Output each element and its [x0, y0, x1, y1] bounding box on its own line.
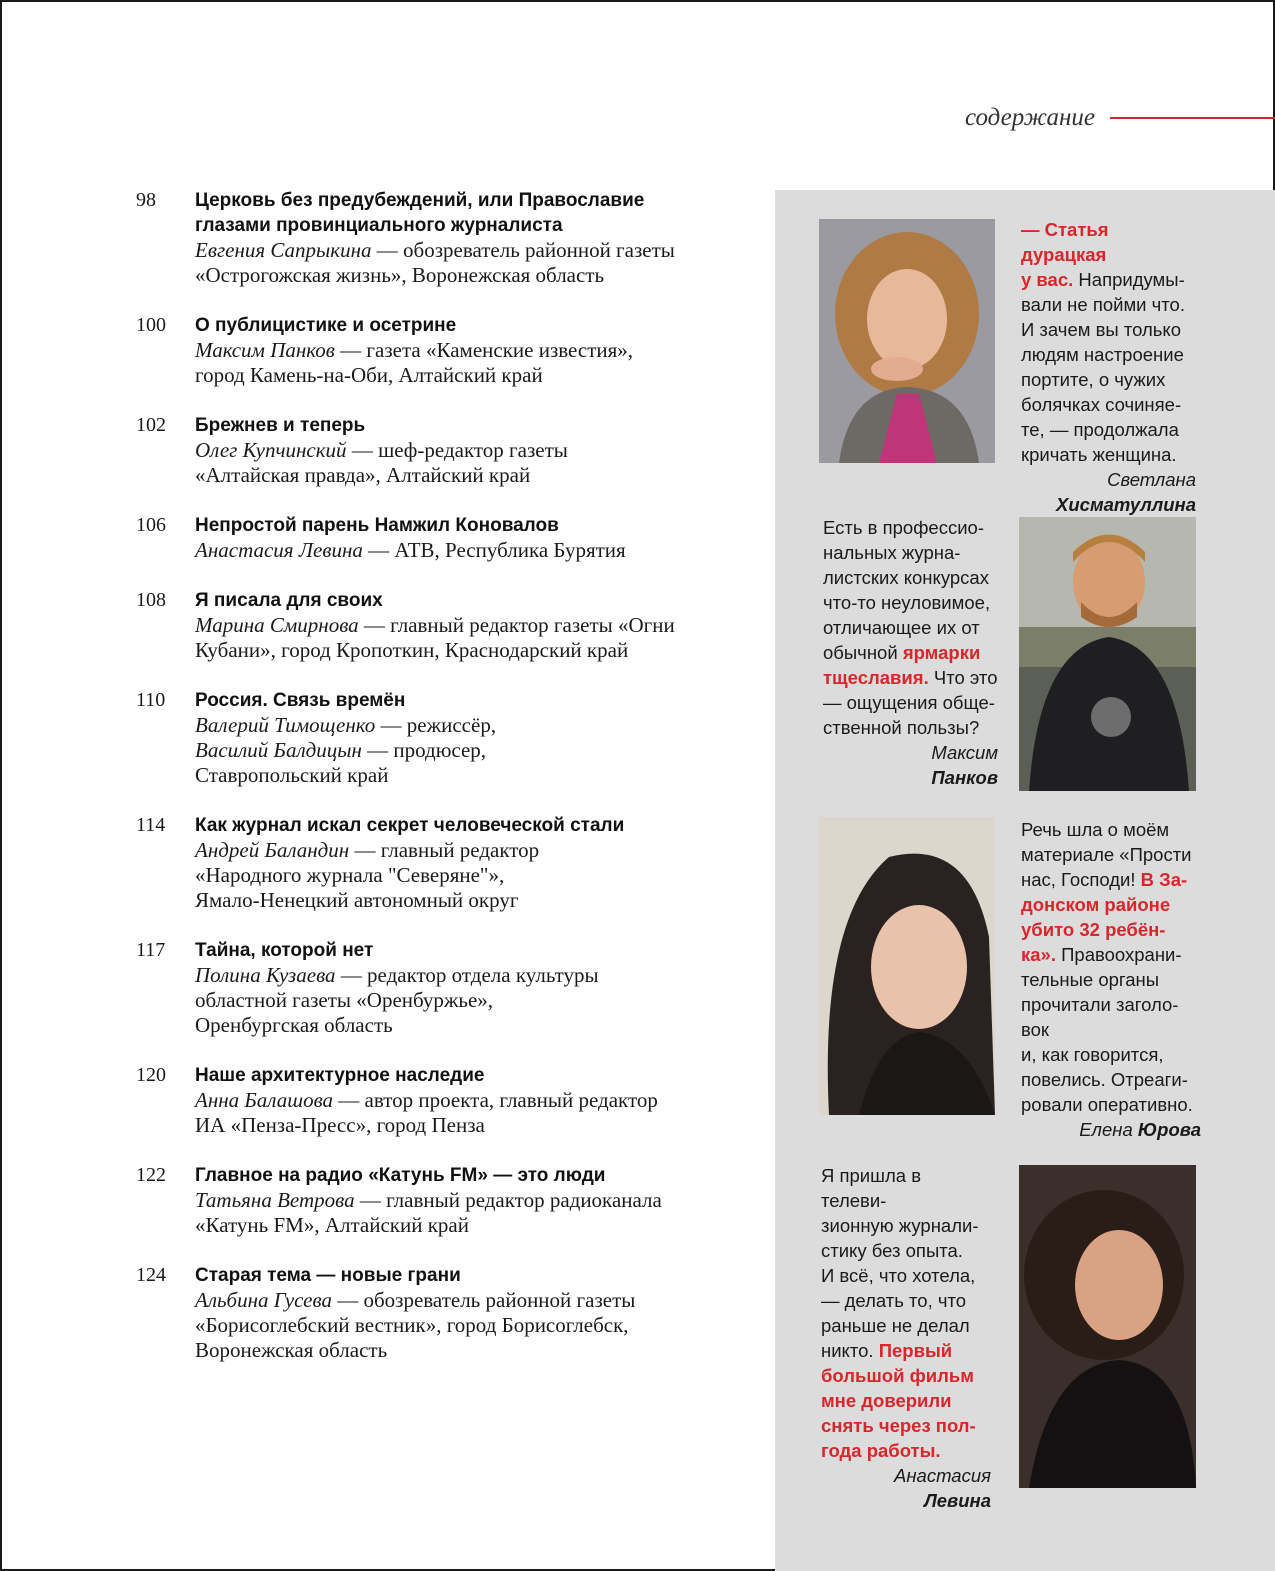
quote-text: тельные органы [1021, 969, 1160, 990]
toc-entry-title: Церковь без предубеждений, или Православие [195, 190, 645, 211]
quote-text: отличающее их от [823, 617, 980, 638]
quote-text: листских конкурсах [823, 567, 989, 588]
toc-entry-title: Наше архитектурное наследие [195, 1065, 485, 1086]
quote-line [821, 1363, 991, 1388]
quote-text: Что это [928, 667, 998, 688]
signature-first-name: Максим [931, 742, 998, 763]
toc-author: Анастасия Левина [195, 538, 363, 562]
quote-text: нальных журна- [823, 542, 961, 563]
signature-last-name: Панков [931, 767, 998, 788]
toc-entry-title: Тайна, которой нет [195, 940, 374, 961]
toc-entry-title: глазами провинциального журналиста [195, 215, 563, 236]
toc-entry [136, 1163, 756, 1238]
quote-line [1021, 1092, 1201, 1117]
quote-highlight: снять через пол- [821, 1415, 976, 1436]
quote-highlight: года работы. [821, 1440, 941, 1461]
quote-line [1021, 342, 1196, 367]
toc-author: Максим Панков [195, 338, 335, 362]
toc-entry [136, 188, 756, 288]
quote-highlight: донском районе [1021, 894, 1171, 915]
toc-author-role: — обозреватель районной газеты [371, 238, 675, 262]
toc-author-role: — автор проекта, главный редактор [333, 1088, 658, 1112]
quote-text: Напридумы- [1073, 269, 1185, 290]
toc-author: Евгения Сапрыкина [195, 238, 372, 262]
quote-line [823, 565, 998, 590]
quote-text: повелись. Отреаги- [1021, 1069, 1188, 1090]
toc-author-role: — редактор отдела культуры [335, 963, 599, 987]
toc-entry-title: Старая тема — новые грани [195, 1265, 461, 1286]
quote-text: людям настроение [1021, 344, 1184, 365]
quote-text: кричать женщина. [1021, 444, 1177, 465]
toc-page-number: 122 [136, 1164, 166, 1186]
quote-line [1021, 867, 1201, 892]
quote-line [823, 590, 998, 615]
quote-line [823, 640, 998, 665]
quote-line [823, 615, 998, 640]
quote-text: — делать то, что [821, 1290, 967, 1311]
toc-entry-description: «Катунь FM», Алтайский край [195, 1213, 469, 1237]
toc-entry [136, 813, 756, 913]
quote-highlight: ярмарки [902, 642, 981, 663]
toc-author-role: — обозреватель районной газеты [331, 1288, 636, 1312]
toc-author: Василий Балдицын [195, 738, 362, 762]
photo-woman-blonde [819, 219, 995, 463]
photo-woman-curly [1019, 1165, 1196, 1488]
quote-text: прочитали заголо- [1021, 994, 1179, 1015]
signature-last-name: Левина [924, 1490, 991, 1511]
toc-entry-description [195, 1288, 756, 1313]
toc-author-role: — АТВ, Республика Бурятия [362, 538, 626, 562]
quote-line [821, 1213, 991, 1238]
photo-woman-dark-hair [819, 817, 995, 1115]
toc-page-number: 117 [136, 939, 166, 961]
toc-author-role: — режиссёр, [375, 713, 497, 737]
toc-author: Марина Смирнова [195, 613, 359, 637]
quote-line [821, 1413, 991, 1438]
quote-highlight: у вас. [1021, 269, 1074, 290]
toc-entry-title: Я писала для своих [195, 590, 383, 611]
toc-page-number: 106 [136, 514, 166, 536]
quote-line [1021, 267, 1196, 292]
toc-entry-description: Воронежская область [195, 1338, 388, 1362]
quote-line [1021, 967, 1201, 992]
toc-author: Валерий Тимощенко [195, 713, 376, 737]
quote-text: портите, о чужих [1021, 369, 1166, 390]
toc-entry [136, 1263, 756, 1363]
section-label: содержание [965, 104, 1095, 131]
toc-author-role: — главный редактор газеты «Огни [358, 613, 675, 637]
quote-text: Правоохрани- [1055, 944, 1182, 965]
toc-entry [136, 588, 756, 663]
toc-page-number: 100 [136, 314, 166, 336]
photo-man-bearded [1019, 517, 1196, 791]
toc-page-number: 108 [136, 589, 166, 611]
toc-page-number: 124 [136, 1264, 166, 1286]
toc-entry-description: город Камень-на-Оби, Алтайский край [195, 363, 543, 387]
toc-entry [136, 688, 756, 788]
signature-first-name: Светлана [1107, 469, 1196, 490]
quote-text: вали не пойми что. [1021, 294, 1185, 315]
toc-page-number: 102 [136, 414, 166, 436]
quote-line [821, 1313, 991, 1338]
toc-entry-description [195, 438, 756, 463]
quote-line [821, 1288, 991, 1313]
quote-line [1021, 1017, 1201, 1042]
toc-entry-title: Как журнал искал секрет человеческой стали [195, 815, 625, 836]
toc-author-role: — шеф-редактор газеты [346, 438, 568, 462]
quote-line [1021, 442, 1196, 467]
quote-line [1021, 1042, 1201, 1067]
quote-text: Речь шла о моём [1021, 819, 1170, 840]
quote-khismatullina [1021, 217, 1196, 517]
quote-pankov [823, 515, 998, 790]
quote-text: обычной [823, 642, 903, 663]
toc-entry-description: Ставропольский край [195, 763, 389, 787]
toc-entry-description: Кубани», город Кропоткин, Краснодарский край [195, 638, 629, 662]
signature-last-name: Хисматуллина [1056, 494, 1196, 515]
signature-first-name: Елена [1079, 1119, 1133, 1140]
quote-text: материале «Прости [1021, 844, 1192, 865]
toc-page-number: 120 [136, 1064, 166, 1086]
toc-entry-title: Брежнев и теперь [195, 415, 366, 436]
quote-text: — ощущения обще- [823, 692, 995, 713]
toc-author-role: — главный редактор [349, 838, 540, 862]
toc-entry-description [195, 338, 756, 363]
quote-line [823, 515, 998, 540]
quote-line [1021, 892, 1201, 917]
toc-entry [136, 413, 756, 488]
toc-entry-description: «Борисоглебский вестник», город Борисоглебск, [195, 1313, 629, 1337]
quote-text: Я пришла в телеви- [821, 1165, 922, 1211]
quote-line [1021, 317, 1196, 342]
quote-text: что-то неуловимое, [823, 592, 991, 613]
toc-entry-description: «Алтайская правда», Алтайский край [195, 463, 531, 487]
toc-entry-description [195, 538, 756, 563]
quote-line [823, 665, 998, 690]
table-of-contents [136, 188, 756, 1388]
signature-first-name: Анастасия [894, 1465, 991, 1486]
quote-text: те, — продолжала [1021, 419, 1179, 440]
quote-line [1021, 1067, 1201, 1092]
quote-line [1021, 942, 1201, 967]
quote-yurova [1021, 817, 1201, 1142]
quote-signature [1021, 1117, 1201, 1142]
toc-entry-description: ИА «Пенза-Пресс», город Пенза [195, 1113, 485, 1137]
toc-entry-description [195, 738, 756, 763]
toc-author: Альбина Гусева [195, 1288, 332, 1312]
toc-entry-description [195, 238, 756, 263]
toc-author-role: — газета «Каменские известия», [334, 338, 634, 362]
quote-highlight: ка». [1021, 944, 1056, 965]
toc-author: Полина Кузаева [195, 963, 336, 987]
toc-author-role: — продюсер, [361, 738, 487, 762]
quote-line [821, 1338, 991, 1363]
quote-text: Есть в профессио- [823, 517, 984, 538]
quote-highlight: убито 32 ребён- [1021, 919, 1166, 940]
toc-entry-description [195, 713, 756, 738]
toc-entry [136, 513, 756, 563]
quote-text: и, как говорится, [1021, 1044, 1164, 1065]
quote-highlight: Первый [878, 1340, 953, 1361]
quote-text: ственной пользы? [823, 717, 980, 738]
quote-levina [821, 1163, 991, 1513]
quote-text: ровали оперативно. [1021, 1094, 1193, 1115]
section-rule [1110, 117, 1275, 119]
toc-page-number: 98 [136, 189, 156, 211]
toc-page-number: 114 [136, 814, 166, 836]
quote-line [1021, 292, 1196, 317]
toc-entry [136, 938, 756, 1038]
toc-entry-title: Непростой парень Намжил Коновалов [195, 515, 559, 536]
quote-line [823, 715, 998, 740]
toc-entry-description [195, 963, 756, 988]
quote-text: болячках сочиняе- [1021, 394, 1182, 415]
quote-text: раньше не делал [821, 1315, 970, 1336]
quote-line [1021, 367, 1196, 392]
toc-entry-title: О публицистике и осетрине [195, 315, 457, 336]
toc-author: Анна Балашова [195, 1088, 334, 1112]
quote-line [1021, 842, 1201, 867]
quote-text: зионную журнали- [821, 1215, 979, 1236]
toc-entry-description [195, 1088, 756, 1113]
quote-line [1021, 392, 1196, 417]
signature-last-name: Юрова [1137, 1119, 1201, 1140]
quote-text: стику без опыта. [821, 1240, 963, 1261]
quote-text: никто. [821, 1340, 879, 1361]
quote-line [821, 1438, 991, 1463]
quote-line [823, 540, 998, 565]
quote-highlight: В За- [1140, 869, 1188, 890]
quote-line [821, 1263, 991, 1288]
quote-line [821, 1238, 991, 1263]
toc-entry-description: Оренбургская область [195, 1013, 393, 1037]
quote-highlight: — Статья дурацкая [1021, 219, 1109, 265]
quote-text: И зачем вы только [1021, 319, 1182, 340]
toc-entry [136, 313, 756, 388]
toc-entry-description: «Острогожская жизнь», Воронежская область [195, 263, 605, 287]
toc-page-number: 110 [136, 689, 166, 711]
quote-text: И всё, что хотела, [821, 1265, 976, 1286]
toc-author: Татьяна Ветрова [195, 1188, 355, 1212]
quote-line [1021, 817, 1201, 842]
quote-line [821, 1388, 991, 1413]
quote-text: нас, Господи! [1021, 869, 1141, 890]
quote-highlight: тщеславия. [823, 667, 929, 688]
toc-entry-description: Ямало-Ненецкий автономный округ [195, 888, 519, 912]
toc-author-role: — главный редактор радиоканала [354, 1188, 662, 1212]
toc-entry-description: «Народного журнала "Северяне"», [195, 863, 505, 887]
toc-entry-description [195, 838, 756, 863]
toc-author: Андрей Баландин [195, 838, 350, 862]
toc-entry-description: областной газеты «Оренбуржье», [195, 988, 494, 1012]
quote-line [1021, 417, 1196, 442]
quote-line [1021, 217, 1196, 267]
quote-line [823, 690, 998, 715]
quote-text: вок [1021, 1019, 1050, 1040]
quote-line [1021, 917, 1201, 942]
toc-entry-title: Россия. Связь времён [195, 690, 406, 711]
toc-entry-description [195, 613, 756, 638]
toc-entry [136, 1063, 756, 1138]
toc-entry-description [195, 1188, 756, 1213]
toc-entry-title: Главное на радио «Катунь FM» — это люди [195, 1165, 606, 1186]
quote-line [1021, 992, 1201, 1017]
quote-highlight: большой фильм [821, 1365, 974, 1386]
quote-highlight: мне доверили [821, 1390, 952, 1411]
quote-line [821, 1163, 991, 1213]
toc-author: Олег Купчинский [195, 438, 347, 462]
